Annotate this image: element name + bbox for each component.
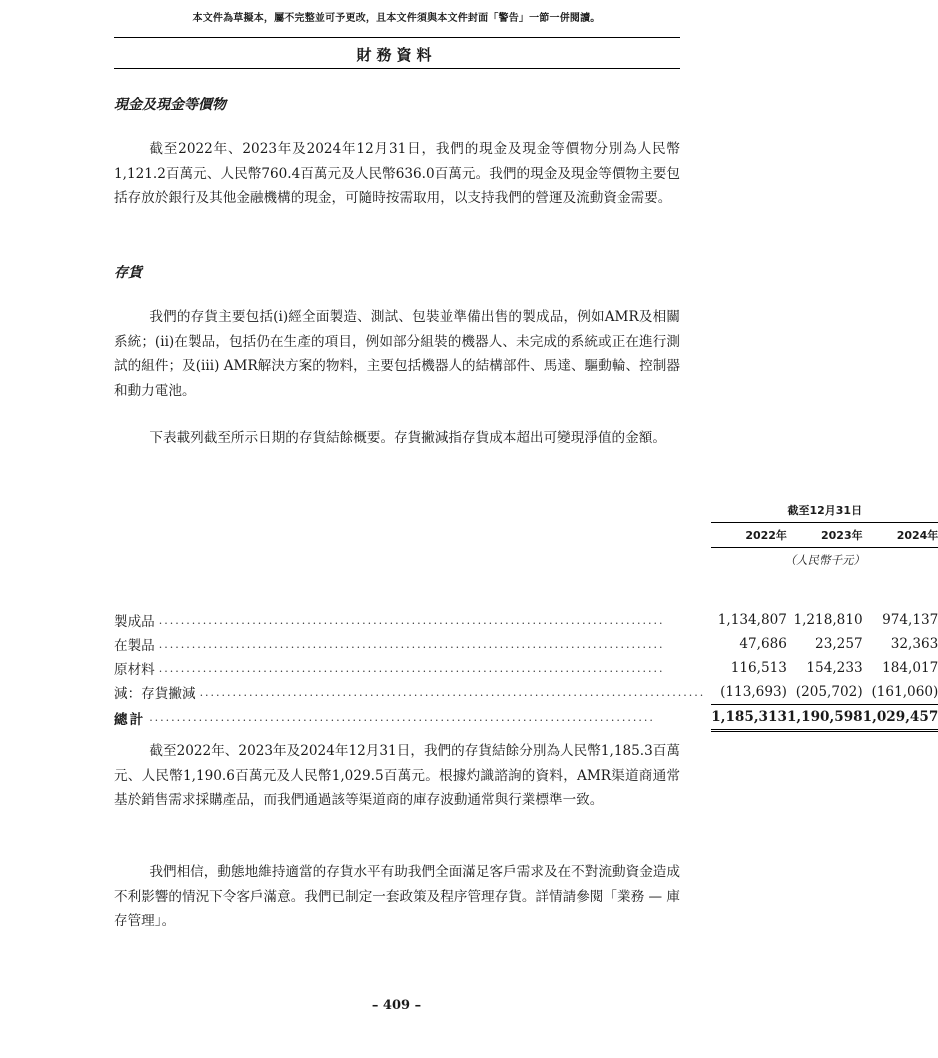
cash-paragraph: 截至2022年、2023年及2024年12月31日，我們的現金及現金等價物分別為人民幣1,121.2百萬元、人民幣760.4百萬元及人民幣636.0百萬元。我們的現金及現金等價物主要包括存放於銀行及其他金融機構的現金，可隨時按需取用，以支持我們的營運及流動資金需要。 (114, 141, 680, 206)
cell-2022: 1,134,807 (717, 612, 787, 628)
header-bottom-rule (114, 68, 680, 69)
table-group-header-row (114, 498, 938, 523)
total-2022: 1,185,313 (711, 705, 787, 731)
cell-2024: 974,137 (882, 612, 938, 628)
cell-2024: 184,017 (882, 660, 938, 676)
row-label: 製成品 (114, 614, 155, 630)
dot-leader: ............................................................................................ (199, 685, 706, 699)
year-header-2022: 2022年 (711, 523, 787, 548)
dot-leader: ............................................................................................ (158, 661, 665, 675)
inventory-table (114, 498, 938, 732)
total-2024: 1,029,457 (863, 705, 938, 731)
cash-heading: 現金及現金等價物 (114, 97, 226, 113)
dot-leader: ............................................................................................ (158, 637, 665, 651)
table-group-header: 截至12月31日 (711, 498, 938, 523)
cell-2023: (205,702) (787, 680, 863, 705)
cell-2024: 32,363 (890, 636, 938, 652)
inventory-paragraph-composition: 我們的存貨主要包括(i)經全面製造、測試、包裝並準備出售的製成品，例如AMR及相關系統；(ii)在製品，包括仍在生產的項目，例如部分組裝的機器人、未完成的系統或正在進行測試的組件；及(iii) AMR解決方案的物料，主要包括機器人的結構部件、馬達、驅動輪、控制器和動力電池。 (114, 309, 680, 399)
table-row (114, 608, 938, 632)
inventory-heading: 存貨 (114, 265, 142, 281)
total-2023: 1,190,598 (787, 705, 863, 731)
inventory-paragraph-policy: 我們相信，動態地維持適當的存貨水平有助我們全面滿足客戶需求及在不對流動資金造成不利影響的情況下令客戶滿意。我們已制定一套政策及程序管理存貨。詳情請參閱「業務 — 庫存管理」。 (114, 864, 680, 929)
cell-2024: (161,060) (863, 680, 938, 705)
cell-2023: 154,233 (806, 660, 863, 676)
cell-2023: 23,257 (815, 636, 863, 652)
cell-2022: 47,686 (739, 636, 787, 652)
header-top-rule (114, 37, 680, 38)
cell-2022: 116,513 (730, 660, 787, 676)
inventory-paragraph-table-intro: 下表載列截至所示日期的存貨結餘概要。存貨撇減指存貨成本超出可變現淨值的金額。 (149, 430, 666, 446)
table-row (114, 656, 938, 680)
draft-notice: 本文件為草擬本，屬不完整並可予更改，且本文件須與本文件封面「警告」一節一併閱讀。 (192, 13, 601, 24)
table-row (114, 632, 938, 656)
row-label: 在製品 (114, 638, 155, 654)
year-header-2023: 2023年 (787, 523, 863, 548)
row-label: 減：存貨撇減 (114, 686, 196, 703)
cell-2022: (113,693) (711, 680, 787, 705)
dot-leader: ............................................................................................ (158, 613, 665, 627)
table-year-header-row (114, 523, 938, 548)
inventory-paragraph-balances: 截至2022年、2023年及2024年12月31日，我們的存貨結餘分別為人民幣1,185.3百萬元、人民幣1,190.6百萬元及人民幣1,029.5百萬元。根據灼識諮詢的資料，AMR渠道商通常基於銷售需求採購產品，而我們通過該等渠道商的庫存波動通常與行業標準一致。 (114, 743, 680, 808)
table-total-row (114, 705, 938, 731)
cell-2023: 1,218,810 (793, 612, 863, 628)
dot-leader: ............................................................................................ (149, 711, 655, 724)
row-label: 原材料 (114, 662, 155, 678)
table-unit: （人民幣千元） (784, 553, 866, 567)
section-title: 財務資料 (356, 46, 437, 64)
page-number: – 409 – (371, 998, 422, 1013)
table-row (114, 680, 938, 705)
year-header-2024: 2024年 (863, 523, 938, 548)
total-label: 總計 (114, 711, 146, 728)
table-unit-row (114, 548, 938, 573)
